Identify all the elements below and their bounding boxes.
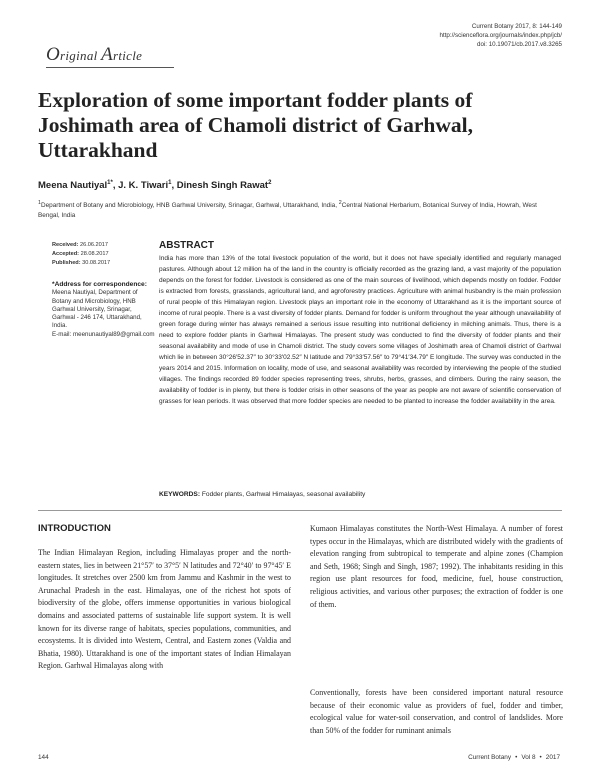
author-name: J. K. Tiwari [118, 180, 169, 192]
received-date: 26.06.2017 [80, 242, 108, 248]
abstract-heading: ABSTRACT [159, 240, 214, 251]
journal-url[interactable]: http://scienceflora.org/journals/index.php/jcb/ [439, 32, 562, 39]
introduction-paragraph-3: Conventionally, forests have been considered important natural resource because of their economic value as providers of fuel, fodder and timber, ecological value for water-soil conservation, and control of landslides. More than 50% of the fodder for ruminant animals [310, 688, 563, 735]
affiliation-1: Department of Botany and Microbiology, HNB Garhwal University, Srinagar, Garhwal, Uttarakhand, India, [40, 202, 339, 210]
author-mark: 1 [168, 180, 172, 186]
article-dates [52, 241, 152, 268]
received-label: Received: [52, 242, 79, 248]
correspondence-block [52, 281, 156, 339]
article-type-initial-2: A [101, 44, 113, 65]
footer-journal-info: Current Botany • Vol 8 • 2017 [468, 754, 560, 761]
article-type-label [46, 44, 174, 68]
footer-volume: Vol 8 [521, 754, 536, 761]
footer-year: 2017 [545, 754, 560, 761]
article-type-text-1: riginal [60, 48, 102, 63]
published-label: Published: [52, 260, 81, 266]
section-divider [38, 510, 562, 511]
author-mark: 1* [107, 180, 113, 186]
article-type-text-2: rticle [112, 48, 143, 63]
accepted-label: Accepted: [52, 251, 80, 257]
journal-doi[interactable]: doi: 10.19071/cb.2017.v8.3265 [477, 41, 562, 48]
author-mark: 2 [268, 180, 272, 186]
affiliations: $^1$Department of Botany and Microbiology, HNB Garhwal University, Srinagar, Garhwal, Uttarakhand, India, $^2$Central National Herbarium, Botanical Survey of India, Howrah, West Bengal, India [38, 200, 537, 220]
introduction-heading: INTRODUCTION [38, 523, 111, 534]
abstract-body: India has more than 13% of the total livestock population of the world, but it does not have specially identified and regularly managed pastures. Although about 12 million ha of the land in the country is officially recorded as the grazing land, a vast majority of the population depends on the forest for fodder. Livestock is considered as one of the main sources of livelihood, which depends mostly on fodder. Fodder is extracted from forests, grasslands, agricultural land, and agroforestry practices. Agriculture with animal husbandry is the main profession of rural people of this Himalayan region. Livestock plays an important role in the economy of Uttarakhand as it is the important source of income of rural people. There is a vast diversity of fodder plants. Demand for fodder is uniform throughout the year although unavailability of green forage during winter has always remained a serious issue resulting into nutritional deficiency in milching animals. Thus, there is a need to explore fodder plants in Garhwal Himalayas. The present study was conducted to find the diversity of fodder plants and their seasonal availability and mode of use in Chamoli district. The study covers some villages of Joshimath area of Chamoli district of Garhwal which lie in between 30°26′52.37″ to 30°33′02.52″ N latitude and 79°33′57.56″ to 79°41′34.79″ E longitude. The survey was conducted in the years 2014 and 2015. Information on locality, mode of use, and seasonal availability was recorded by interviewing the people of the studied villages. The findings recorded 89 fodder species representing trees, shrubs, herbs, grasses, and climbers. During the rainy season, the availability of fodder is in plenty, but there is fodder crisis in other seasons of the year as people are not aware of scientific conservation of grasses for lean periods. It was observed that more fodder species are needed to be planted to increase the fodder availability in the area. [159, 255, 561, 405]
introduction-paragraph-1: The Indian Himalayan Region, including Himalayas proper and the north-eastern states, lies in between 21°57′ to 37°5′ N latitudes and 72°40′ to 97°45′ E longitudes. It stretches over 2500 km from Jammu and Kashmir in the west to Arunachal Pradesh in the east. Himalayas, one of the richest hot spots of biodiversity of the globe, offers immense opportunities in various biological domains and associated patterns of sustainable life support system. It is well known for its diverse range of habitats, species populations, communities, and ecosystems. It is divided into Western, Central, and Eastern zones (Valdia and Bhatia, 1980). Uttarakhand is one of the important states of Indian Himalayan Region. Garhwal Himalayas along with [38, 548, 291, 671]
author-list: Meena Nautiyal$^{1*}$, J. K. Tiwari$^1$, Dinesh Singh Rawat$^2$ [38, 180, 272, 192]
footer-journal-name: Current Botany [468, 754, 512, 761]
keywords-line [159, 491, 559, 498]
introduction-paragraph-2: Kumaon Himalayas constitutes the North-West Himalaya. A number of forest types occur in the Himalayas, which are distributed widely with the gradients of elevation ranging from subtropical to temperate and alpine zones (Champion and Seth, 1968; Singh and Singh, 1987; 1992). The inhabitants residing in this region use plant resources for food, medicine, fuel, house construction, religious activities, and various other purposes; the extraction of fodder is one of them. [310, 524, 563, 609]
author-name: Dinesh Singh Rawat [176, 180, 269, 192]
correspondence-email[interactable]: E-mail: meenunautiyal89@gmail.com [52, 330, 155, 338]
journal-citation: Current Botany 2017, 8: 144-149 [471, 23, 562, 30]
keywords-label: KEYWORDS: [159, 491, 201, 498]
published-date: 30.08.2017 [82, 260, 111, 266]
correspondence-heading: *Address for correspondence: [52, 281, 147, 288]
journal-info [362, 22, 562, 49]
page-number: 144 [38, 754, 49, 761]
author-name: Meena Nautiyal [38, 180, 108, 192]
keywords-text: Fodder plants, Garhwal Himalayas, seasonal availability [201, 491, 366, 498]
paper-title: Exploration of some important fodder plants of Joshimath area of Chamoli district of Garhwal, Uttarakhand [38, 88, 473, 162]
correspondence-address: Meena Nautiyal, Department of Botany and Microbiology, HNB Garhwal University, Srinagar, Garhwal - 246 174, Uttarakhand, India. [52, 289, 142, 330]
affiliation-2: Central National Herbarium, Botanical Survey of India, Howrah, West Bengal, India [38, 202, 537, 220]
accepted-date: 28.08.2017 [80, 251, 109, 257]
article-type-initial-1: O [46, 44, 61, 65]
